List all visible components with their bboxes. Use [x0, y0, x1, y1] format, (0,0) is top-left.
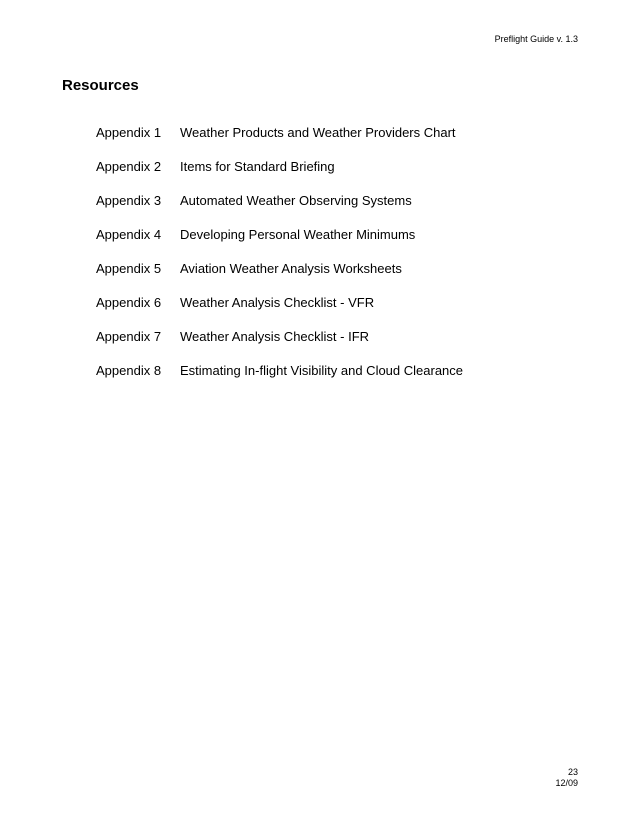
list-item: [96, 362, 463, 396]
appendix-title: Weather Products and Weather Providers Chart: [180, 125, 456, 140]
appendix-list: [96, 124, 463, 396]
list-item: [96, 158, 463, 192]
footer-date: 12/09: [555, 778, 578, 788]
appendix-title: Automated Weather Observing Systems: [180, 193, 412, 208]
appendix-number: Appendix 1: [96, 125, 162, 140]
section-title: Resources: [62, 77, 139, 94]
appendix-number: Appendix 2: [96, 159, 162, 174]
appendix-title: Weather Analysis Checklist - VFR: [180, 295, 375, 310]
list-item: [96, 294, 463, 328]
appendix-title: Aviation Weather Analysis Worksheets: [180, 261, 402, 276]
page-footer: [555, 767, 578, 789]
appendix-number: Appendix 3: [96, 193, 162, 208]
appendix-number: Appendix 5: [96, 261, 162, 276]
appendix-title: Developing Personal Weather Minimums: [180, 227, 416, 242]
appendix-number: Appendix 6: [96, 295, 162, 310]
appendix-title: Weather Analysis Checklist - IFR: [180, 329, 370, 344]
list-item: [96, 192, 463, 226]
appendix-title: Items for Standard Briefing: [180, 159, 335, 174]
appendix-number: Appendix 4: [96, 227, 162, 242]
list-item: [96, 260, 463, 294]
list-item: [96, 124, 463, 158]
appendix-title: Estimating In-flight Visibility and Cloud Clearance: [180, 363, 464, 378]
list-item: [96, 226, 463, 260]
doc-version-header: Preflight Guide v. 1.3: [494, 34, 578, 44]
page-number: 23: [567, 767, 578, 777]
appendix-number: Appendix 8: [96, 363, 162, 378]
appendix-number: Appendix 7: [96, 329, 162, 344]
list-item: [96, 328, 463, 362]
